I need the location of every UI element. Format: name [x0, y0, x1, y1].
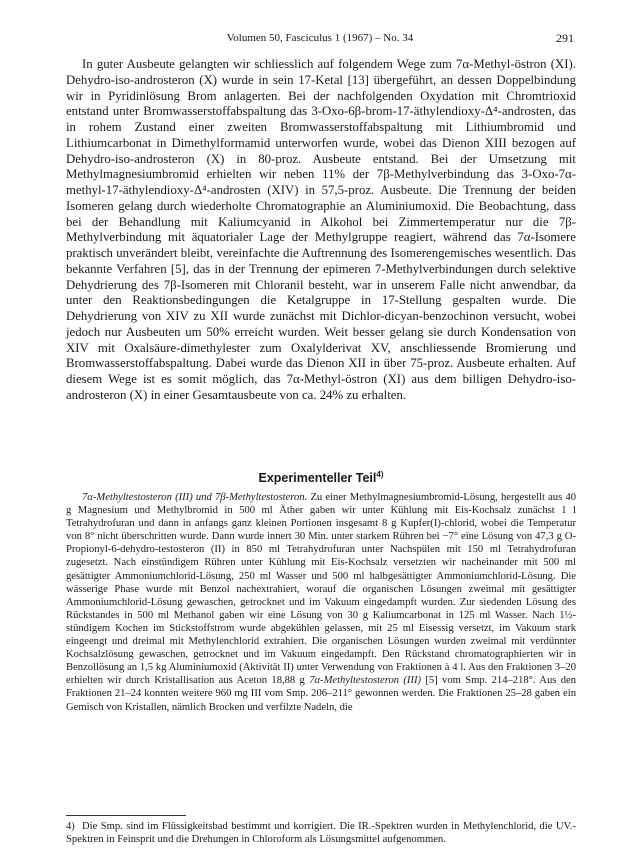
footnote-text: Die Smp. sind im Flüssigkeitsbad bestimmt und korrigiert. Die IR.-Spektren wurden in Methylenchlorid, die UV.-Spektren in Feinsprit und die Drehungen in Chloroform als Lösungsmittel aufgenommen.: [66, 821, 576, 845]
compound-name: 7α-Methyltestosteron (III): [309, 675, 422, 687]
procedure-text-1: Zu einer Methylmagnesiumbromid-Lösung, hergestellt aus 40 g Magnesium und Methylbromid in 500 ml Äther gaben wir unter Kühlung mit Eis-Kochsalz zunächst 1 l Tetrahydrofuran und dann in anfangs ganz kleinen Portionen insgesamt 8 g Kupfer(I)-chlorid, wobei die Temperatur von 8° nicht überschritten wurde. Dann wurde innert 30 Min. unter starkem Rühren bei −7° eine Lösung von 47,3 g O-Propionyl-6-dehydro-testosteron (II) in 850 ml Tetrahydrofuran unter Nachspülen mit 150 ml Tetrahydrofuran zugesetzt. Nach einstündigem Rühren unter Kühlung mit Eis-Kochsalz versetzten wir nacheinander mit 500 ml gesättigter Ammoniumchlorid-Lösung, 250 ml Wasser und 500 ml halbgesättigter Ammoniumchlorid-Lösung. Die wässerige Phase wurde mit Benzol nachextrahiert, worauf die organischen Lösungen zweimal mit gesättigter Ammoniumchlorid-Lösung gewaschen, getrocknet und im Vakuum eingedampft wurden. Zur siedenden Lösung des Rückstandes in 500 ml Methanol gaben wir eine Lösung von 30 g Kaliumcarbonat in 125 ml Wasser. Nach 1½-stündigem Kochen im Stickstoffstrom wurde abgekühlen gelassen, mit 25 ml Eisessig versetzt, im Vakuum stark eingeengt und dreimal mit Methylenchlorid extrahiert. Die organischen Lösungen wurden zweimal mit verdünnter Kochsalzlösung gewaschen, getrocknet und im Vakuum eingedampft. Den Rückstand chromatographierten wir in Benzollösung an 1,5 kg Aluminiumoxid (Aktivität II) unter Verwendung von Fraktionen à 4 l. Aus den Fraktionen 3–20 erhielten wir durch Kristallisation aus Aceton 18,88 g: [66, 492, 576, 687]
experimental-paragraph: [66, 491, 576, 714]
procedure-heading: 7α-Methyltestosteron (III) und 7β-Methyltestosteron.: [82, 492, 308, 503]
running-header: [66, 30, 574, 46]
journal-citation: Volumen 50, Fasciculus 1 (1967) – No. 34: [226, 32, 414, 44]
section-heading: [66, 467, 576, 486]
experimental-text: [66, 491, 576, 714]
footnote: [66, 820, 576, 846]
section-title-text: Experimenteller Teil: [258, 471, 377, 486]
section-footnote-ref: 4): [376, 470, 384, 479]
body-paragraph: In guter Ausbeute gelangten wir schliesslich auf folgendem Wege zum 7α-Methyl-östron (XI). Dehydro-iso-androsteron (X) wurde in sein 17-Ketal [13] übergeführt, an dessen Doppelbindung wir in Pyridinlösung Brom anlagerten. Bei der nachfolgenden Oxydation mit Chromtrioxid entstand unter Bromwasserstoffabspaltung das 3-Oxo-6β-brom-17-äthylendioxy-Δ⁴-androsten, das in rohem Zustand einer zweiten Bromwasserstoffabspaltung mit Lithiumbromid und Lithiumcarbonat in Dimethylformamid unterworfen wurde, wobei das Dienon XIII bezogen auf Dehydro-iso-androsteron (X) in 80-proz. Ausbeute entstand. Bei der Umsetzung mit Methylmagnesiumbromid erhielten wir neben 11% der 7β-Methylverbindung das 3-Oxo-7α-methyl-17-äthylendioxy-Δ⁴-androsten (XIV) in 57,5-proz. Ausbeute. Die Trennung der beiden Isomeren gelang durch wiederholte Chromatographie an Aluminiumoxid. Die Beobachtung, dass bei der Behandlung mit Kaliumcyanid in Alkohol bei Zimmertemperatur nur die 7β-Methylverbindung mit äquatorialer Lage der Methylgruppe reagiert, während das 7α-Isomere praktisch unverändert bleibt, vereinfachte die Auftrennung des Isomerengemisches wesentlich. Das bekannte Verfahren [5], das in der Trennung der epimeren 7-Methylverbindungen durch selektive Dehydrierung des 7β-Isomeren mit Chloranil besteht, war in unserem Falle nicht anwendbar, da unter den Reaktionsbedingungen die Ketalgruppe in 17-Stellung gespalten wurde. Die Dehydrierung von XIV zu XII wurde zunächst mit Dichlor-dicyan-benzochinon versucht, wobei jedoch nur Ausbeuten um 50% erreicht wurden. Weit besser gelang sie durch Kondensation von XIV mit Oxalsäure-dimethylester zum Oxalylderivat XV, anschliessende Bromierung und Bromwasserstoffabspaltung. Dabei wurde das Dienon XII in über 75-proz. Ausbeute erhalten. Auf diesem Wege ist es somit möglich, das 7α-Methyl-östron (XI) aus dem billigen Dehydro-iso-androsteron (X) in einer Gesamtausbeute von ca. 24% zu erhalten.: [66, 57, 576, 402]
main-text: [66, 57, 576, 404]
page-number: 291: [556, 31, 574, 45]
footnote-divider: [66, 815, 186, 816]
procedure-text-2: [5] vom Smp. 214–218°. Aus den Fraktionen 21–24 konnten weitere 960 mg III vom Smp. 206–211° gewonnen werden. Die Fraktionen 25–28 gaben ein Gemisch von Kristallen, nämlich Brocken und verfilzte Nadeln, die: [66, 675, 576, 713]
footnote-mark: 4): [66, 821, 75, 832]
